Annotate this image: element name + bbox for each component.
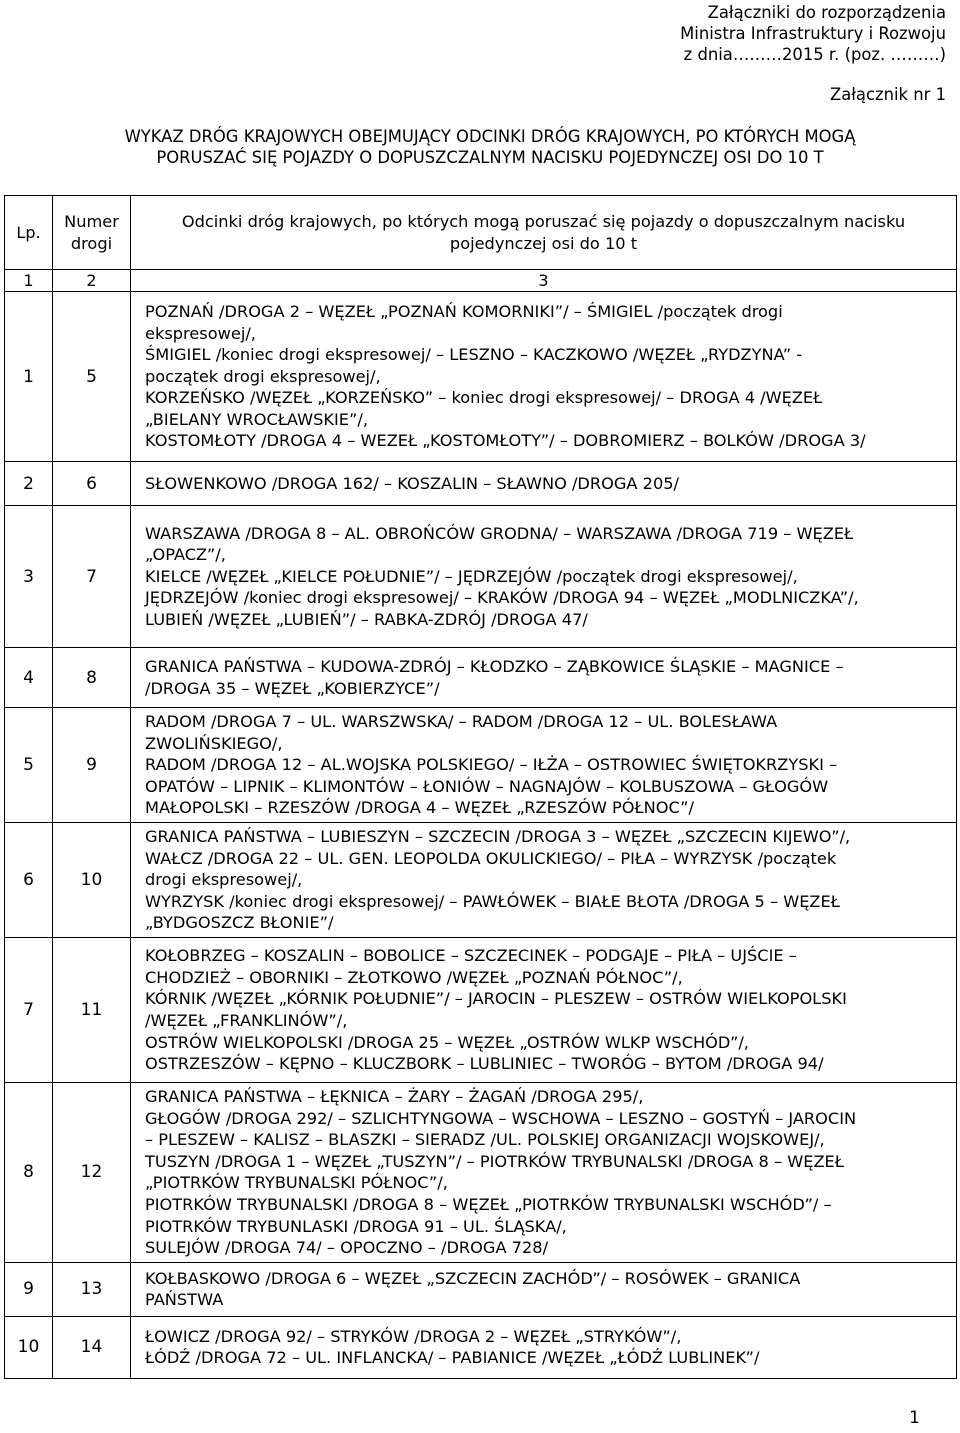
route-line: „OPACZ”/, <box>145 545 226 565</box>
row-road-number: 5 <box>53 292 131 462</box>
route-line: WAŁCZ /DROGA 22 – UL. GEN. LEOPOLDA OKULICKIEGO/ – PIŁA – WYRZYSK /początek <box>145 848 837 868</box>
row-lp: 7 <box>5 937 53 1082</box>
route-line: LUBIEŃ /WĘZEŁ „LUBIEŃ”/ – RABKA-ZDRÓJ /DROGA 47/ <box>145 609 588 629</box>
route-line: TUSZYN /DROGA 1 – WĘZEŁ „TUSZYN”/ – PIOTRKÓW TRYBUNALSKI /DROGA 8 – WĘZEŁ <box>145 1151 844 1171</box>
route-line: KOŁOBRZEG – KOSZALIN – BOBOLICE – SZCZECINEK – PODGAJE – PIŁA – UJŚCIE – <box>145 946 797 966</box>
route-line: KÓRNIK /WĘZEŁ „KÓRNIK POŁUDNIE”/ – JAROCIN – PLESZEW – OSTRÓW WIELKOPOLSKI <box>145 989 847 1009</box>
row-lp: 2 <box>5 462 53 506</box>
route-line: CHODZIEŻ – OBORNIKI – ZŁOTKOWO /WĘZEŁ „POZNAŃ PÓŁNOC”/, <box>145 967 683 987</box>
table-row <box>5 648 957 708</box>
route-line: WARSZAWA /DROGA 8 – AL. OBROŃCÓW GRODNA/ – WARSZAWA /DROGA 719 – WĘZEŁ <box>145 523 854 543</box>
table-row <box>5 1316 957 1378</box>
route-line: „BYDGOSZCZ BŁONIE”/ <box>145 913 334 933</box>
row-lp: 4 <box>5 648 53 708</box>
route-line: ŚMIGIEL /koniec drogi ekspresowej/ – LESZNO – KACZKOWO /WĘZEŁ „RYDZYNA” - <box>145 345 803 365</box>
table-header-row <box>5 196 957 270</box>
route-line: SULEJÓW /DROGA 74/ – OPOCZNO – /DROGA 728/ <box>145 1238 549 1258</box>
row-road-number: 8 <box>53 648 131 708</box>
row-route-sections <box>131 292 957 462</box>
route-line: RADOM /DROGA 7 – UL. WARSZWSKA/ – RADOM /DROGA 12 – UL. BOLESŁAWA <box>145 712 778 731</box>
table-row <box>5 822 957 937</box>
page-number: 1 <box>909 1408 920 1428</box>
header-line-3: z dnia………2015 r. (poz. ………) <box>683 45 946 64</box>
table-row <box>5 506 957 648</box>
table-row <box>5 462 957 506</box>
route-line: /WĘZEŁ „FRANKLINÓW”/, <box>145 1010 348 1030</box>
route-line: WYRZYSK /koniec drogi ekspresowej/ – PAWŁÓWEK – BIAŁE BŁOTA /DROGA 5 – WĘZEŁ <box>145 891 840 911</box>
row-road-number: 7 <box>53 506 131 648</box>
route-line: „BIELANY WROCŁAWSKIE”/, <box>145 409 368 429</box>
header-sections-line-1: Odcinki dróg krajowych, po których mogą poruszać się pojazdy o dopuszczalnym nacisku <box>181 211 906 231</box>
route-line: KORZEŃSKO /WĘZEŁ „KORZEŃSKO” – koniec drogi ekspresowej/ – DROGA 4 /WĘZEŁ <box>145 388 823 408</box>
header-sections <box>131 196 957 270</box>
row-road-number: 12 <box>53 1082 131 1262</box>
header-road-number-line-2: drogi <box>70 233 113 253</box>
route-line: ŁÓDŹ /DROGA 72 – UL. INFLANCKA/ – PABIANICE /WĘZEŁ „ŁÓDŹ LUBLINEK”/ <box>145 1348 760 1368</box>
row-route-sections <box>131 937 957 1082</box>
route-line: GŁOGÓW /DROGA 292/ – SZLICHTYNGOWA – WSCHOWA – LESZNO – GOSTYŃ – JAROCIN <box>145 1108 857 1128</box>
route-line: PAŃSTWA <box>145 1290 224 1310</box>
row-route-sections <box>131 708 957 823</box>
route-line: „PIOTRKÓW TRYBUNALSKI PÓŁNOC”/, <box>145 1173 448 1193</box>
column-number-3: 3 <box>131 270 957 292</box>
table-row <box>5 1262 957 1316</box>
header-road-number <box>53 196 131 270</box>
table-row <box>5 292 957 462</box>
route-line: początek drogi ekspresowej/, <box>145 366 381 386</box>
route-line: /DROGA 35 – WĘZEŁ „KOBIERZYCE”/ <box>145 678 440 698</box>
header-line-1: Załączniki do rozporządzenia <box>707 3 946 22</box>
route-line: PIOTRKÓW TRYBUNLASKI /DROGA 91 – UL. ŚLĄSKA/, <box>145 1216 567 1236</box>
row-road-number: 13 <box>53 1262 131 1316</box>
route-line: ŁOWICZ /DROGA 92/ – STRYKÓW /DROGA 2 – WĘZEŁ „STRYKÓW”/, <box>145 1326 682 1346</box>
column-number-2: 2 <box>53 270 131 292</box>
row-route-sections <box>131 506 957 648</box>
route-line: PIOTRKÓW TRYBUNALSKI /DROGA 8 – WĘZEŁ „PIOTRKÓW TRYBUNALSKI WSCHÓD”/ – <box>145 1194 832 1214</box>
row-lp: 9 <box>5 1262 53 1316</box>
row-route-sections <box>131 462 957 506</box>
route-line: ZWOLIŃSKIEGO/, <box>145 733 283 753</box>
route-line: OSTRÓW WIELKOPOLSKI /DROGA 25 – WĘZEŁ „OSTRÓW WLKP WSCHÓD”/, <box>145 1032 749 1052</box>
row-route-sections <box>131 1316 957 1378</box>
table-row <box>5 708 957 823</box>
route-line: RADOM /DROGA 12 – AL.WOJSKA POLSKIEGO/ – IŁŻA – OSTROWIEC ŚWIĘTOKRZYSKI – <box>145 755 838 775</box>
header-road-number-line-1: Numer <box>64 211 119 231</box>
route-line: JĘDRZEJÓW /koniec drogi ekspresowej/ – KRAKÓW /DROGA 94 – WĘZEŁ „MODLNICZKA”/, <box>145 588 859 608</box>
row-route-sections <box>131 1262 957 1316</box>
route-line: POZNAŃ /DROGA 2 – WĘZEŁ „POZNAŃ KOMORNIKI”/ – ŚMIGIEL /początek drogi <box>145 301 783 321</box>
route-line: KOŁBASKOWO /DROGA 6 – WĘZEŁ „SZCZECIN ZACHÓD”/ – ROSÓWEK – GRANICA <box>145 1268 801 1288</box>
route-line: ekspresowej/, <box>145 323 256 343</box>
row-lp: 8 <box>5 1082 53 1262</box>
route-line: OSTRZESZÓW – KĘPNO – KLUCZBORK – LUBLINIEC – TWORÓG – BYTOM /DROGA 94/ <box>145 1054 824 1074</box>
title-line-2: PORUSZAĆ SIĘ POJAZDY O DOPUSZCZALNYM NACISKU POJEDYNCZEJ OSI DO 10 T <box>156 148 824 167</box>
route-line: GRANICA PAŃSTWA – ŁĘKNICA – ŻARY – ŻAGAŃ /DROGA 295/, <box>145 1086 644 1106</box>
roads-table <box>4 195 957 1379</box>
route-line: – PLESZEW – KALISZ – BLASZKI – SIERADZ /UL. POLSKIEJ ORGANIZACJI WOJSKOWEJ/, <box>145 1130 825 1150</box>
annex-label: Załącznik nr 1 <box>830 85 946 104</box>
regulation-header <box>680 2 946 65</box>
route-line: SŁOWENKOWO /DROGA 162/ – KOSZALIN – SŁAWNO /DROGA 205/ <box>145 473 680 493</box>
header-lp: Lp. <box>5 196 53 270</box>
row-lp: 5 <box>5 708 53 823</box>
column-number-1: 1 <box>5 270 53 292</box>
row-road-number: 9 <box>53 708 131 823</box>
table-row <box>5 1082 957 1262</box>
route-line: OPATÓW – LIPNIK – KLIMONTÓW – ŁONIÓW – NAGNAJÓW – KOLBUSZOWA – GŁOGÓW <box>145 776 829 796</box>
row-lp: 3 <box>5 506 53 648</box>
row-road-number: 14 <box>53 1316 131 1378</box>
route-line: drogi ekspresowej/, <box>145 870 303 890</box>
route-line: GRANICA PAŃSTWA – KUDOWA-ZDRÓJ – KŁODZKO – ZĄBKOWICE ŚLĄSKIE – MAGNICE – <box>145 656 844 676</box>
row-route-sections <box>131 648 957 708</box>
row-road-number: 11 <box>53 937 131 1082</box>
row-road-number: 10 <box>53 822 131 937</box>
header-sections-line-2: pojedynczej osi do 10 t <box>449 233 638 253</box>
table-row <box>5 937 957 1082</box>
row-lp: 6 <box>5 822 53 937</box>
column-number-row <box>5 270 957 292</box>
row-route-sections <box>131 1082 957 1262</box>
route-line: MAŁOPOLSKI – RZESZÓW /DROGA 4 – WĘZEŁ „RZESZÓW PÓŁNOC”/ <box>145 798 694 818</box>
header-line-2: Ministra Infrastruktury i Rozwoju <box>680 24 946 43</box>
row-route-sections <box>131 822 957 937</box>
title-line-1: WYKAZ DRÓG KRAJOWYCH OBEJMUJĄCY ODCINKI DRÓG KRAJOWYCH, PO KTÓRYCH MOGĄ <box>124 127 856 146</box>
row-lp: 1 <box>5 292 53 462</box>
document-title <box>60 126 920 168</box>
row-road-number: 6 <box>53 462 131 506</box>
row-lp: 10 <box>5 1316 53 1378</box>
route-line: KOSTOMŁOTY /DROGA 4 – WEZEŁ „KOSTOMŁOTY”/ – DOBROMIERZ – BOLKÓW /DROGA 3/ <box>145 431 866 451</box>
route-line: GRANICA PAŃSTWA – LUBIESZYN – SZCZECIN /DROGA 3 – WĘZEŁ „SZCZECIN KIJEWO”/, <box>145 826 851 846</box>
route-line: KIELCE /WĘZEŁ „KIELCE POŁUDNIE”/ – JĘDRZEJÓW /początek drogi ekspresowej/, <box>145 566 798 586</box>
